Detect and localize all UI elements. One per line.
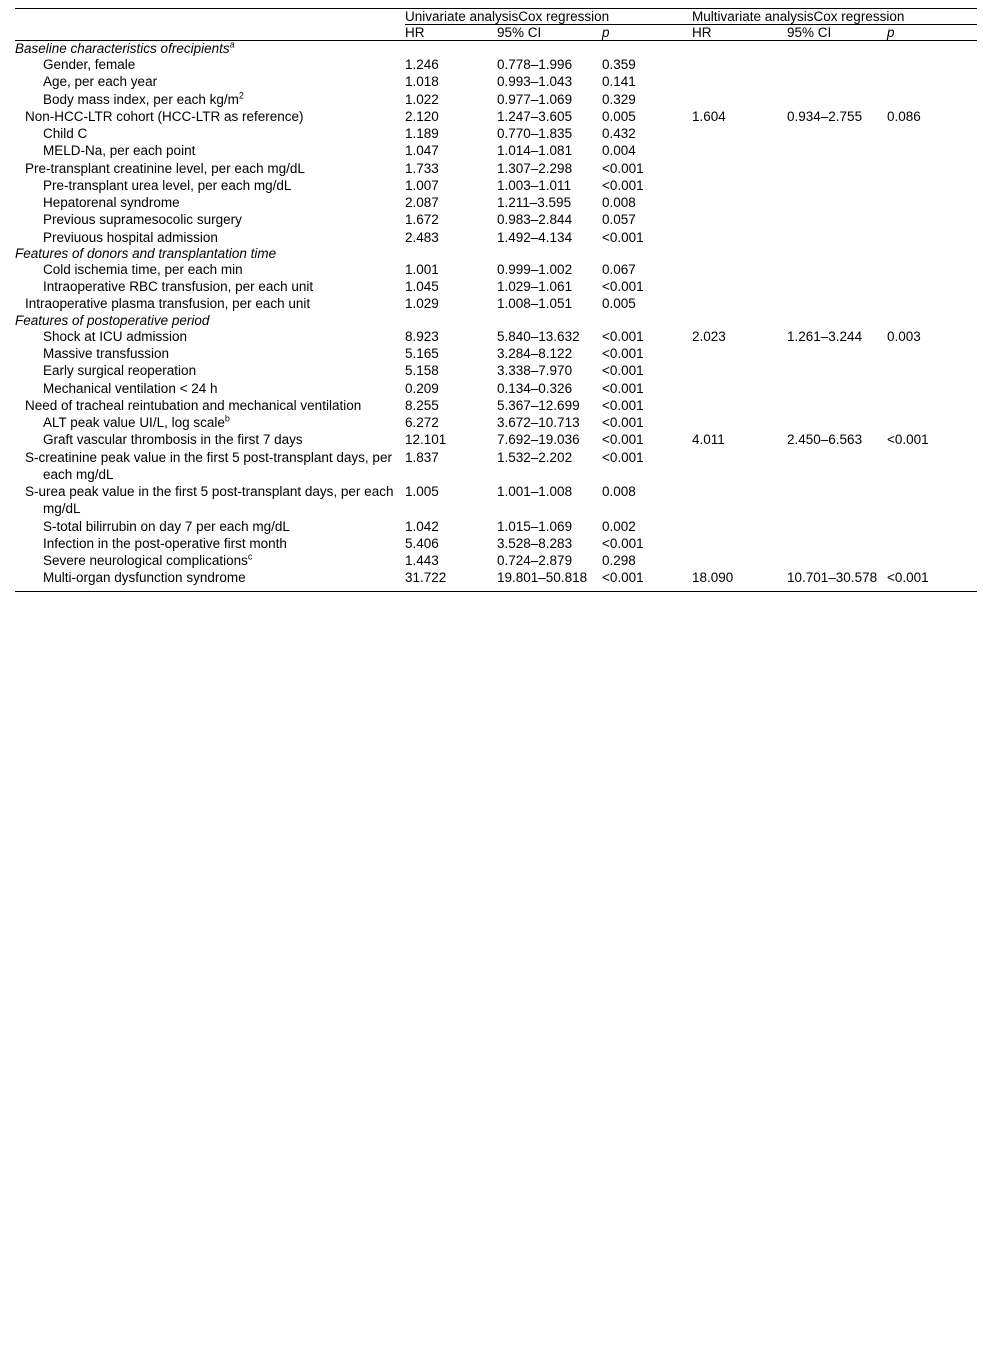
- row-ci-univariate: 1.001–1.008: [497, 484, 573, 500]
- row-p-multivariate: [887, 160, 977, 177]
- row-p-multivariate: [887, 397, 977, 414]
- row-ci-univariate: 5.367–12.699: [497, 397, 580, 413]
- row-hr-univariate: 1.018: [405, 74, 439, 90]
- row-p-univariate: 0.008: [602, 195, 636, 211]
- table-row: [15, 211, 977, 228]
- row-hr-multivariate: [692, 160, 787, 177]
- row-ci-univariate: 3.528–8.283: [497, 535, 573, 551]
- row-hr-multivariate: [692, 211, 787, 228]
- row-p-univariate: 0.329: [602, 91, 636, 107]
- row-variable-label: Pre-transplant creatinine level, per each mg/dL: [25, 160, 305, 176]
- row-hr-univariate: 1.022: [405, 91, 439, 107]
- row-ci-univariate: 0.770–1.835: [497, 126, 573, 142]
- row-hr-univariate: 8.923: [405, 328, 439, 344]
- table-row: [15, 278, 977, 295]
- section-title-superscript: a: [229, 39, 235, 50]
- row-p-univariate: <0.001: [602, 570, 644, 586]
- row-variable-label: S-total bilirrubin on day 7 per each mg/dL: [43, 518, 290, 534]
- row-hr-univariate: 1.042: [405, 518, 439, 534]
- row-ci-multivariate: [787, 73, 887, 90]
- row-hr-multivariate: [692, 261, 787, 278]
- row-hr-univariate: 1.443: [405, 553, 439, 569]
- row-hr-multivariate: [692, 142, 787, 159]
- table-row: [15, 483, 977, 518]
- row-ci-multivariate: [787, 345, 887, 362]
- row-hr-univariate: 31.722: [405, 570, 447, 586]
- table-row: [15, 125, 977, 142]
- row-p-multivariate: [887, 229, 977, 246]
- row-ci-univariate: 1.003–1.011: [497, 177, 572, 193]
- row-p-multivariate: [887, 125, 977, 142]
- row-p-multivariate: [887, 211, 977, 228]
- row-p-multivariate: [887, 91, 977, 108]
- row-p-univariate: <0.001: [602, 449, 644, 465]
- row-hr-multivariate: [692, 380, 787, 397]
- row-hr-univariate: 2.087: [405, 195, 439, 211]
- row-ci-univariate: 1.029–1.061: [497, 279, 573, 295]
- group-header-blank: [15, 9, 405, 25]
- row-ci-multivariate: [787, 414, 887, 431]
- table-row: [15, 73, 977, 90]
- row-variable-label: Previous supramesocolic surgery: [43, 212, 242, 228]
- sub-header-row: [15, 25, 977, 41]
- row-hr-multivariate: [692, 397, 787, 414]
- row-ci-multivariate: [787, 397, 887, 414]
- row-p-univariate: <0.001: [602, 535, 644, 551]
- row-variable-label: S-creatinine peak value in the first 5 post-transplant days, per each mg/dL: [25, 449, 392, 482]
- table-row: [15, 431, 977, 448]
- row-hr-univariate: 2.120: [405, 108, 439, 124]
- section-header-row: [15, 246, 977, 261]
- row-ci-univariate: 0.999–1.002: [497, 261, 573, 277]
- row-ci-univariate: 0.134–0.326: [497, 380, 573, 396]
- row-p-univariate: 0.067: [602, 261, 636, 277]
- row-hr-multivariate: [692, 483, 787, 518]
- row-hr-univariate: 5.165: [405, 345, 439, 361]
- row-hr-multivariate: [692, 295, 787, 312]
- cox-regression-table: [15, 8, 977, 592]
- sub-header-ci-multivariate: 95% CI: [787, 25, 887, 41]
- row-hr-multivariate: [692, 552, 787, 569]
- row-ci-multivariate: [787, 449, 887, 484]
- row-ci-univariate: 3.672–10.713: [497, 415, 580, 431]
- row-variable-label: Need of tracheal reintubation and mechanical ventilation: [25, 397, 362, 413]
- row-hr-univariate: 1.001: [405, 261, 439, 277]
- table-row: [15, 142, 977, 159]
- table-row: [15, 229, 977, 246]
- section-header-row: [15, 41, 977, 57]
- row-variable-label: Massive transfussion: [43, 345, 170, 361]
- row-ci-univariate: 1.008–1.051: [497, 296, 573, 312]
- row-hr-univariate: 5.158: [405, 363, 439, 379]
- row-ci-multivariate: [787, 125, 887, 142]
- row-p-univariate: <0.001: [602, 380, 644, 396]
- row-p-univariate: <0.001: [602, 345, 644, 361]
- group-header-row: [15, 9, 977, 25]
- row-p-univariate: <0.001: [602, 363, 644, 379]
- row-p-univariate: 0.005: [602, 108, 636, 124]
- row-variable-label: Severe neurological complications$^c$: [43, 551, 253, 569]
- row-ci-univariate: 19.801–50.818: [497, 570, 588, 586]
- table-row: [15, 449, 977, 484]
- row-ci-multivariate: [787, 160, 887, 177]
- row-hr-univariate: 5.406: [405, 535, 439, 551]
- sub-header-hr-multivariate: HR: [692, 25, 787, 41]
- table-bottom-rule: [15, 591, 977, 592]
- section-title: Features of postoperative period: [15, 312, 210, 328]
- row-hr-univariate: 2.483: [405, 229, 439, 245]
- row-ci-multivariate: [787, 278, 887, 295]
- table-row: [15, 345, 977, 362]
- row-ci-univariate: 1.492–4.134: [497, 229, 573, 245]
- group-header-univariate: Univariate analysisCox regression: [405, 9, 692, 25]
- row-ci-univariate: 3.284–8.122: [497, 345, 573, 361]
- row-p-univariate: 0.432: [602, 126, 636, 142]
- row-hr-univariate: 0.209: [405, 380, 439, 396]
- row-ci-univariate: 0.778–1.996: [497, 57, 573, 72]
- row-variable-label: Early surgical reoperation: [43, 363, 197, 379]
- row-hr-univariate: 12.101: [405, 432, 447, 448]
- table-row: [15, 160, 977, 177]
- row-variable-label: Multi-organ dysfunction syndrome: [43, 570, 246, 586]
- row-hr-multivariate: [692, 362, 787, 379]
- row-hr-multivariate: 4.011: [692, 432, 725, 448]
- sub-header-label: [15, 25, 405, 41]
- row-ci-multivariate: [787, 56, 887, 73]
- row-hr-multivariate: [692, 229, 787, 246]
- row-p-univariate: 0.008: [602, 484, 636, 500]
- row-p-univariate: 0.298: [602, 553, 636, 569]
- row-p-multivariate: [887, 295, 977, 312]
- table-row: [15, 295, 977, 312]
- row-p-univariate: <0.001: [602, 415, 644, 431]
- row-ci-multivariate: 0.934–2.755: [787, 108, 863, 124]
- row-hr-multivariate: [692, 414, 787, 431]
- row-hr-multivariate: [692, 91, 787, 108]
- table-row: [15, 261, 977, 278]
- row-hr-univariate: 6.272: [405, 415, 439, 431]
- sub-header-ci-univariate: 95% CI: [497, 25, 602, 41]
- row-ci-univariate: 1.247–3.605: [497, 108, 573, 124]
- row-ci-univariate: 0.983–2.844: [497, 212, 573, 228]
- section-title: Baseline characteristics ofrecipients$^a$: [15, 39, 235, 56]
- row-ci-univariate: 0.724–2.879: [497, 553, 573, 569]
- statistics-table-container: [0, 8, 992, 592]
- row-p-univariate: 0.141: [602, 74, 636, 90]
- row-hr-univariate: 1.047: [405, 143, 439, 159]
- row-ci-univariate: 0.977–1.069: [497, 91, 573, 107]
- row-hr-multivariate: [692, 125, 787, 142]
- table-row: [15, 362, 977, 379]
- table-row: [15, 194, 977, 211]
- row-hr-multivariate: [692, 177, 787, 194]
- table-row: [15, 569, 977, 586]
- table-row: [15, 518, 977, 535]
- row-p-univariate: 0.002: [602, 518, 636, 534]
- row-variable-label: Age, per each year: [43, 74, 158, 90]
- row-ci-univariate: 1.015–1.069: [497, 518, 573, 534]
- table-row: [15, 552, 977, 569]
- row-hr-multivariate: [692, 56, 787, 73]
- row-hr-univariate: 1.029: [405, 296, 439, 312]
- row-p-multivariate: [887, 278, 977, 295]
- table-row: [15, 380, 977, 397]
- table-row: [15, 177, 977, 194]
- row-hr-univariate: 8.255: [405, 397, 439, 413]
- row-ci-univariate: 1.211–3.595: [497, 195, 572, 211]
- row-hr-multivariate: [692, 535, 787, 552]
- row-p-multivariate: [887, 552, 977, 569]
- row-hr-multivariate: [692, 518, 787, 535]
- row-ci-multivariate: [787, 552, 887, 569]
- row-p-multivariate: [887, 142, 977, 159]
- row-variable-label: Mechanical ventilation < 24 h: [43, 380, 218, 396]
- row-p-univariate: <0.001: [602, 279, 644, 295]
- row-p-multivariate: <0.001: [887, 432, 929, 448]
- row-variable-label: S-urea peak value in the first 5 post-transplant days, per each mg/dL: [25, 484, 394, 517]
- row-ci-multivariate: [787, 483, 887, 518]
- row-variable-label: Hepatorenal syndrome: [43, 195, 180, 211]
- row-p-multivariate: 0.086: [887, 108, 921, 124]
- section-header-row: [15, 313, 977, 328]
- row-p-multivariate: [887, 449, 977, 484]
- row-ci-multivariate: [787, 211, 887, 228]
- row-hr-multivariate: [692, 345, 787, 362]
- row-p-univariate: 0.005: [602, 296, 636, 312]
- table-row: [15, 108, 977, 125]
- section-title: Features of donors and transplantation time: [15, 245, 277, 261]
- row-hr-multivariate: [692, 449, 787, 484]
- row-ci-univariate: 5.840–13.632: [497, 328, 580, 344]
- row-hr-multivariate: 1.604: [692, 108, 726, 124]
- label-superscript: b: [224, 413, 230, 424]
- row-ci-multivariate: [787, 535, 887, 552]
- row-variable-label: ALT peak value UI/L, log scale$^b$: [43, 413, 230, 431]
- row-variable-label: Body mass index, per each $kg/m^2$: [43, 90, 244, 107]
- row-p-multivariate: [887, 518, 977, 535]
- row-p-multivariate: [887, 194, 977, 211]
- row-ci-multivariate: 2.450–6.563: [787, 432, 863, 448]
- row-ci-multivariate: [787, 194, 887, 211]
- row-hr-univariate: 1.246: [405, 57, 439, 72]
- row-ci-multivariate: [787, 380, 887, 397]
- row-variable-label: Intraoperative plasma transfusion, per each unit: [25, 296, 311, 312]
- row-ci-univariate: 3.338–7.970: [497, 363, 573, 379]
- row-hr-univariate: 1.672: [405, 212, 439, 228]
- row-variable-label: Child C: [43, 126, 88, 142]
- row-p-multivariate: [887, 380, 977, 397]
- row-hr-multivariate: 2.023: [692, 328, 726, 344]
- row-variable-label: Intraoperative RBC transfusion, per each unit: [43, 279, 314, 295]
- row-variable-label: Cold ischemia time, per each min: [43, 261, 243, 277]
- row-p-univariate: <0.001: [602, 397, 644, 413]
- row-hr-multivariate: [692, 194, 787, 211]
- row-variable-label: Gender, female: [43, 57, 136, 72]
- row-p-multivariate: [887, 73, 977, 90]
- row-hr-univariate: 1.189: [405, 126, 439, 142]
- row-p-multivariate: 0.003: [887, 328, 921, 344]
- row-p-univariate: 0.057: [602, 212, 636, 228]
- label-superscript: c: [247, 551, 253, 562]
- table-row: [15, 414, 977, 431]
- group-header-multivariate: Multivariate analysisCox regression: [692, 9, 977, 25]
- row-hr-univariate: 1.733: [405, 160, 439, 176]
- row-p-multivariate: [887, 261, 977, 278]
- row-ci-multivariate: [787, 142, 887, 159]
- row-p-multivariate: [887, 362, 977, 379]
- row-ci-multivariate: [787, 177, 887, 194]
- row-p-univariate: <0.001: [602, 177, 644, 193]
- row-hr-univariate: 1.045: [405, 279, 439, 295]
- table-row: [15, 56, 977, 73]
- row-p-univariate: <0.001: [602, 229, 644, 245]
- row-p-univariate: <0.001: [602, 160, 644, 176]
- row-p-multivariate: [887, 414, 977, 431]
- row-ci-univariate: 7.692–19.036: [497, 432, 580, 448]
- table-row: [15, 328, 977, 345]
- row-p-multivariate: [887, 56, 977, 73]
- sub-header-hr-univariate: HR: [405, 25, 497, 41]
- row-variable-label: Non-HCC-LTR cohort (HCC-LTR as reference): [25, 108, 304, 124]
- row-p-univariate: <0.001: [602, 432, 644, 448]
- row-hr-univariate: 1.007: [405, 177, 439, 193]
- row-variable-label: MELD-Na, per each point: [43, 143, 196, 159]
- row-ci-multivariate: [787, 91, 887, 108]
- row-ci-univariate: 1.307–2.298: [497, 160, 573, 176]
- sub-header-p-univariate: p: [602, 25, 692, 41]
- row-variable-label: Infection in the post-operative first month: [43, 535, 287, 551]
- row-p-univariate: <0.001: [602, 328, 644, 344]
- row-ci-multivariate: [787, 261, 887, 278]
- row-p-univariate: 0.004: [602, 143, 636, 159]
- row-ci-univariate: 0.993–1.043: [497, 74, 573, 90]
- row-ci-multivariate: [787, 295, 887, 312]
- row-hr-multivariate: [692, 73, 787, 90]
- row-ci-multivariate: [787, 518, 887, 535]
- row-p-univariate: 0.359: [602, 57, 636, 72]
- sub-header-p-multivariate: p: [887, 25, 977, 41]
- row-p-multivariate: [887, 177, 977, 194]
- row-ci-multivariate: 1.261–3.244: [787, 328, 863, 344]
- row-ci-multivariate: [787, 362, 887, 379]
- row-p-multivariate: [887, 483, 977, 518]
- table-row: [15, 535, 977, 552]
- row-hr-univariate: 1.005: [405, 484, 439, 500]
- row-p-multivariate: <0.001: [887, 570, 929, 586]
- row-ci-multivariate: 10.701–30.578: [787, 570, 878, 586]
- row-hr-multivariate: [692, 278, 787, 295]
- row-variable-label: Shock at ICU admission: [43, 328, 188, 344]
- row-p-multivariate: [887, 535, 977, 552]
- table-row: [15, 91, 977, 108]
- row-p-multivariate: [887, 345, 977, 362]
- label-superscript: 2: [238, 90, 244, 101]
- row-hr-multivariate: 18.090: [692, 570, 734, 586]
- row-hr-univariate: 1.837: [405, 449, 439, 465]
- row-variable-label: Pre-transplant urea level, per each mg/dL: [43, 177, 292, 193]
- row-ci-multivariate: [787, 229, 887, 246]
- table-row: [15, 397, 977, 414]
- row-ci-univariate: 1.532–2.202: [497, 449, 573, 465]
- row-ci-univariate: 1.014–1.081: [497, 143, 573, 159]
- row-variable-label: Graft vascular thrombosis in the first 7 days: [43, 432, 303, 448]
- row-variable-label: Previuous hospital admission: [43, 229, 218, 245]
